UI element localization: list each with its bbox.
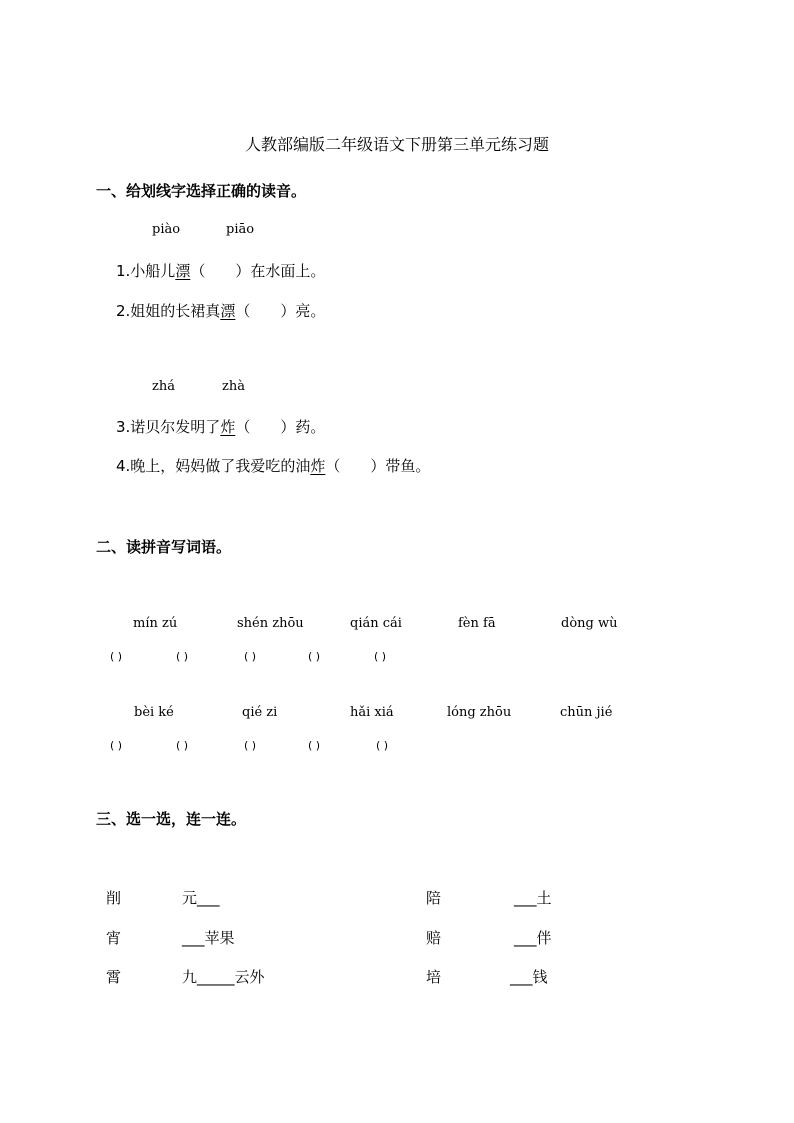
pinyin-option: piào <box>152 222 181 237</box>
question-text: 3.诺贝尔发明了 <box>116 418 221 436</box>
answer-blank[interactable]: ( ) <box>176 739 189 752</box>
question-1 <box>116 260 325 281</box>
match-word[interactable]: 九_____云外 <box>182 968 265 986</box>
pinyin-option: zhá <box>152 379 175 394</box>
question-text: （ ）药。 <box>235 418 326 436</box>
pinyin-word: dòng wù <box>561 616 618 631</box>
question-3 <box>116 416 325 437</box>
section-1-heading: 一、给划线字选择正确的读音。 <box>96 182 307 200</box>
answer-blank[interactable]: ( ) <box>176 650 189 663</box>
pinyin-word: mín zú <box>133 616 178 631</box>
question-text: 1.小船儿 <box>116 262 176 280</box>
match-word[interactable]: 元___ <box>182 889 220 907</box>
pinyin-word: chūn jié <box>560 705 613 720</box>
underlined-char: 炸 <box>310 457 326 475</box>
pinyin-word: lóng zhōu <box>447 705 512 720</box>
pinyin-word: bèi ké <box>134 705 174 720</box>
question-text: 2.姐姐的长裙真 <box>116 302 221 320</box>
question-text: （ ）在水面上。 <box>190 262 326 280</box>
question-4 <box>116 455 430 476</box>
match-char[interactable]: 赔 <box>426 929 442 947</box>
pinyin-word: qián cái <box>350 616 402 631</box>
match-word[interactable]: ___土 <box>514 889 552 907</box>
underlined-char: 炸 <box>220 418 236 436</box>
match-word[interactable]: ___苹果 <box>182 929 235 947</box>
match-char[interactable]: 陪 <box>426 889 442 907</box>
question-text: 4.晚上，妈妈做了我爱吃的油 <box>116 457 311 475</box>
answer-blank[interactable]: ( ) <box>308 739 321 752</box>
pinyin-option: piāo <box>226 222 255 237</box>
match-word[interactable]: ___伴 <box>514 929 552 947</box>
pinyin-word: fèn fā <box>458 616 496 631</box>
answer-blank[interactable]: ( ) <box>110 650 123 663</box>
answer-blank[interactable]: ( ) <box>376 739 389 752</box>
match-char[interactable]: 霄 <box>106 968 122 986</box>
answer-blank[interactable]: ( ) <box>110 739 123 752</box>
question-text: （ ）亮。 <box>235 302 326 320</box>
underlined-char: 漂 <box>220 302 236 320</box>
question-text: （ ）带鱼。 <box>325 457 431 475</box>
match-char[interactable]: 削 <box>106 889 122 907</box>
answer-blank[interactable]: ( ) <box>244 650 257 663</box>
answer-blank[interactable]: ( ) <box>374 650 387 663</box>
page-title: 人教部编版二年级语文下册第三单元练习题 <box>244 135 549 154</box>
pinyin-word: shén zhōu <box>237 616 304 631</box>
pinyin-option: zhà <box>222 379 245 394</box>
underlined-char: 漂 <box>175 262 191 280</box>
pinyin-word: hǎi xiá <box>350 705 394 720</box>
answer-blank[interactable]: ( ) <box>308 650 321 663</box>
section-2-heading: 二、读拼音写词语。 <box>96 538 232 556</box>
match-word[interactable]: ___钱 <box>510 968 548 986</box>
pinyin-word: qié zi <box>242 705 278 720</box>
question-2 <box>116 300 325 321</box>
section-3-heading: 三、选一选，连一连。 <box>96 810 247 828</box>
match-char[interactable]: 培 <box>426 968 442 986</box>
answer-blank[interactable]: ( ) <box>244 739 257 752</box>
match-char[interactable]: 宵 <box>106 929 122 947</box>
